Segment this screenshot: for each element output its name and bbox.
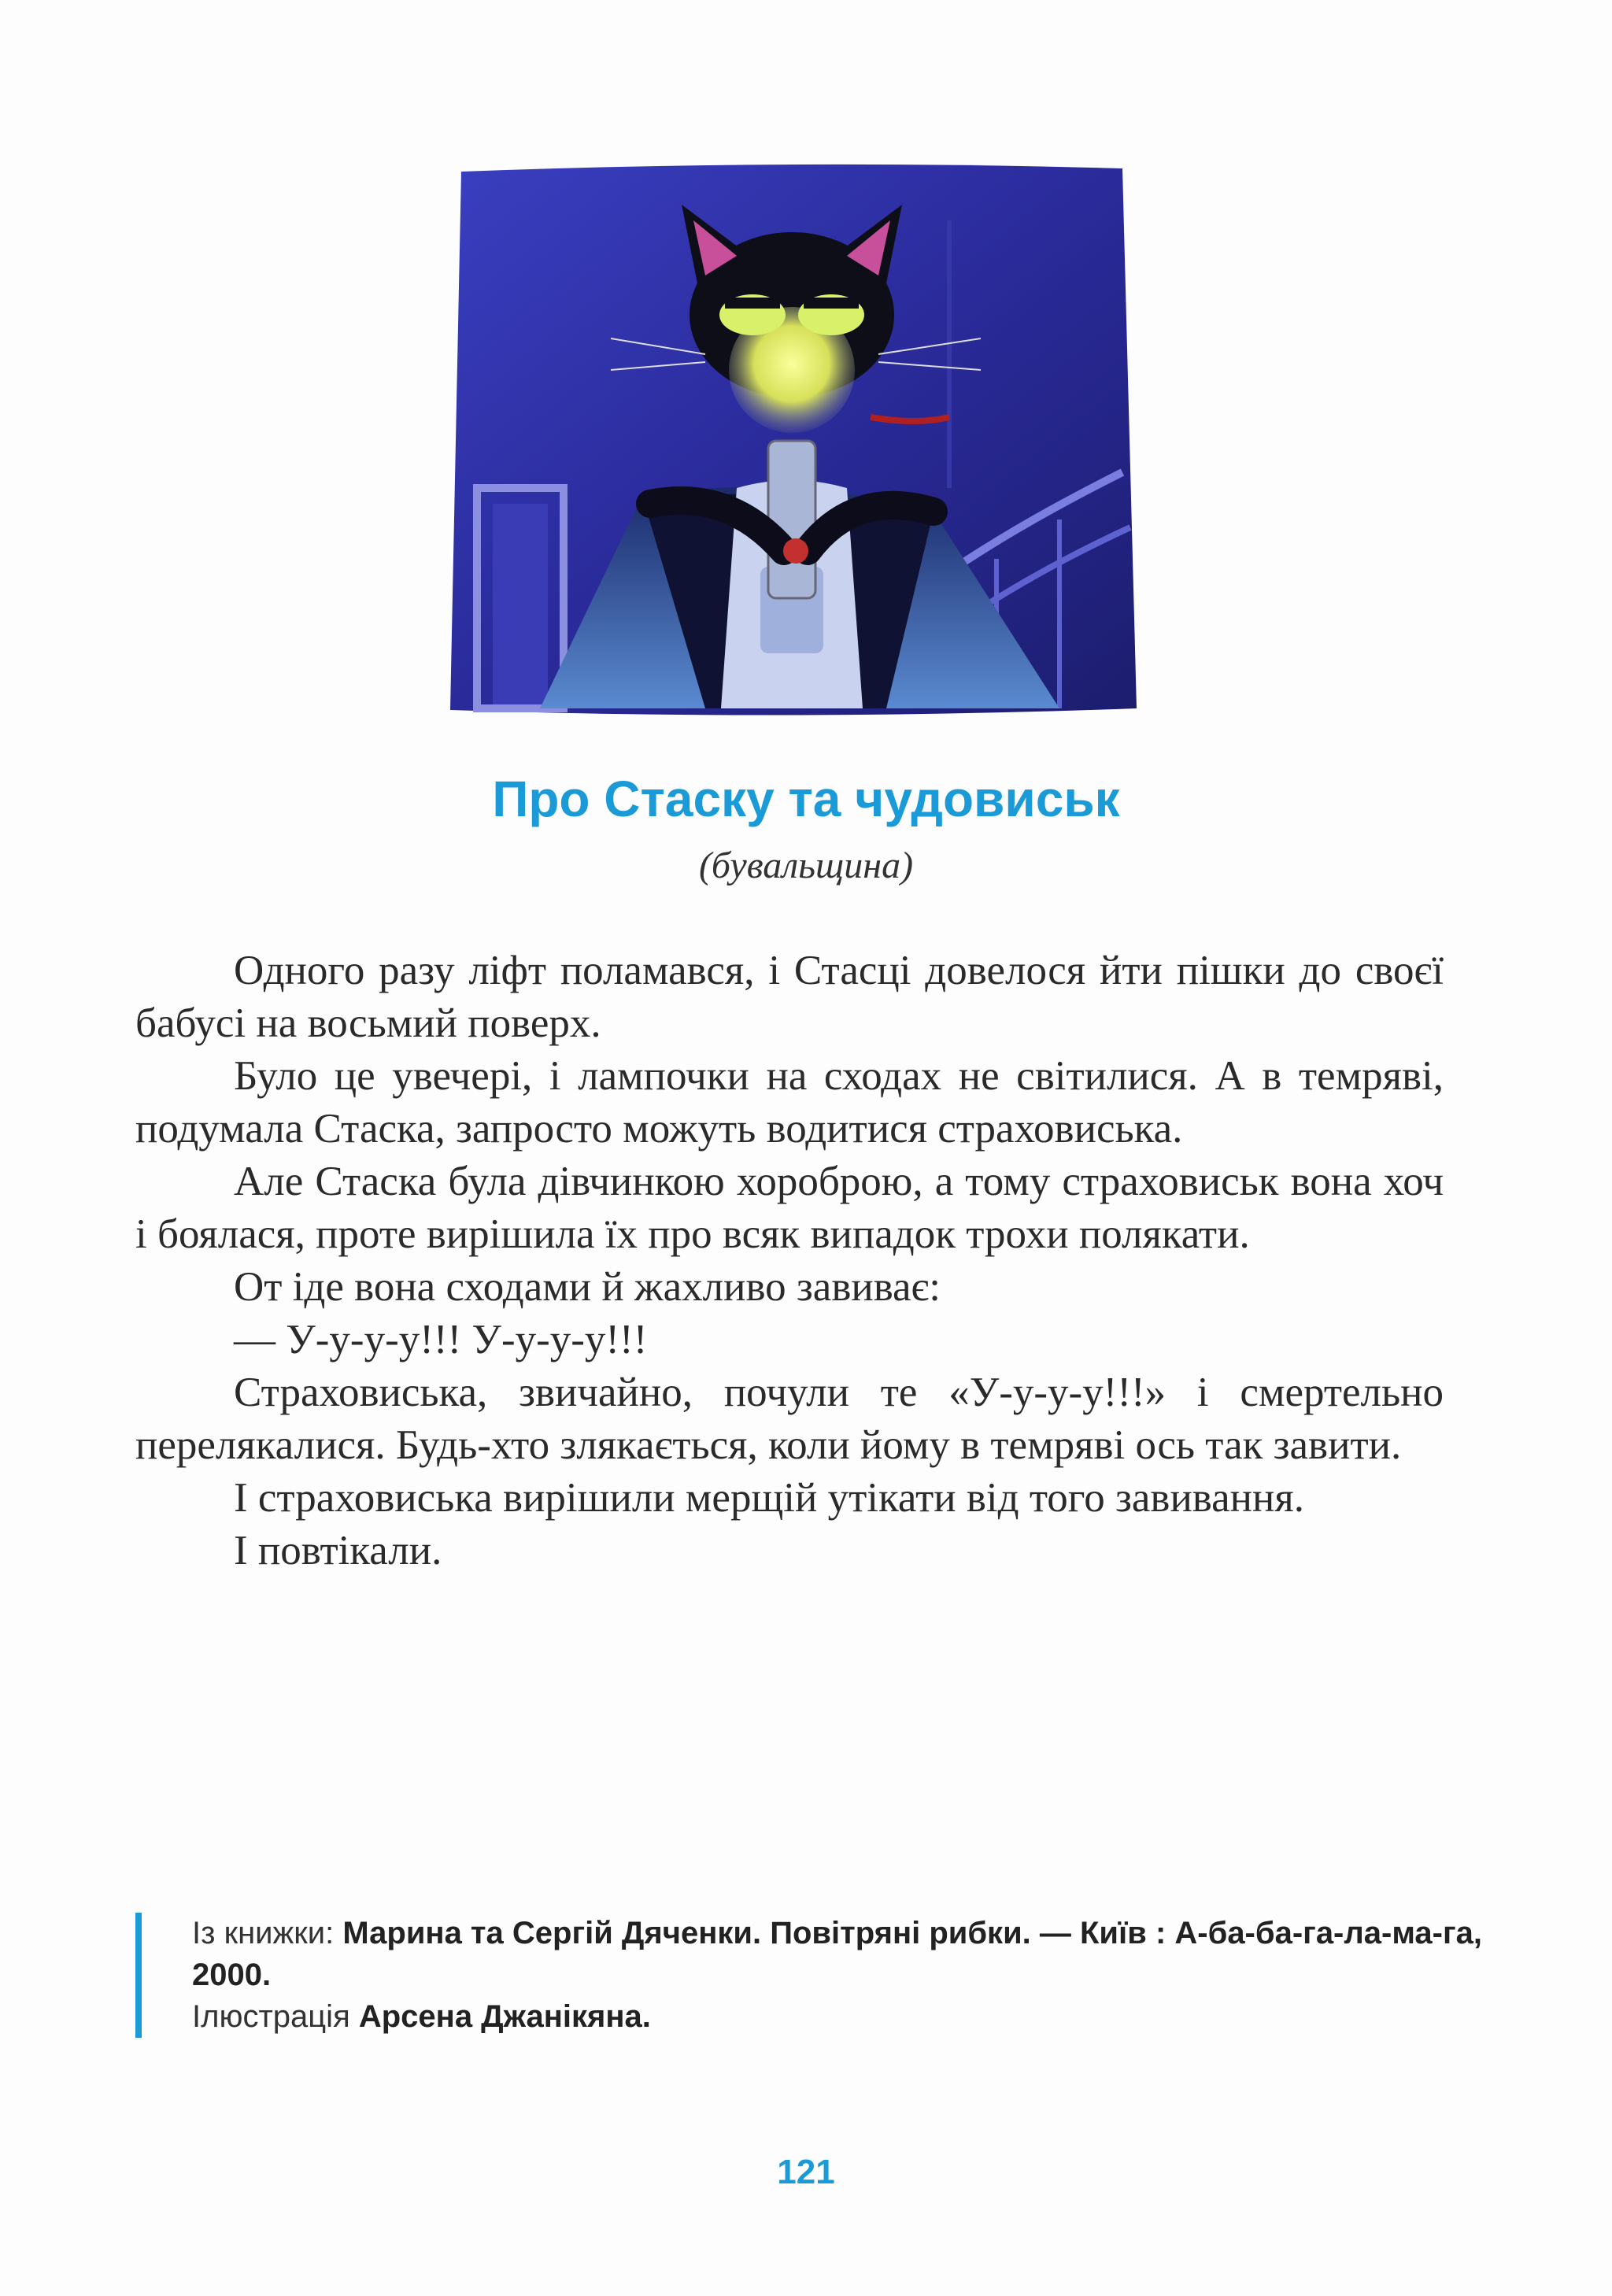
story-title: Про Стаску та чудовиськ <box>492 771 1120 827</box>
story-paragraph: От іде вона сходами й жахливо завиває: <box>234 1264 941 1310</box>
source-book-prefix: Із книжки: <box>192 1916 343 1950</box>
cat-illustration <box>446 157 1141 721</box>
page-number: 121 <box>777 2153 835 2191</box>
story-paragraph: Було це увечері, і лампочки на сходах не світилися. А в темряві, подумала Стаска, запросто можуть водитися страховиська. <box>135 1053 1444 1152</box>
story-paragraph: Страховиська, звичайно, почули те «У-у-у-у!!!» і смертельно перелякалися. Будь-хто злякається, коли йому в темряві ось так завити. <box>135 1370 1444 1468</box>
story-paragraph: І повтікали. <box>234 1528 442 1573</box>
source-book: Марина та Сергій Дяченки. Повітряні рибки. — Київ : А-ба-ба-га-ла-ма-га, 2000. <box>192 1916 1483 1992</box>
story-text <box>135 945 1444 1577</box>
source-illustration-line <box>192 1996 1499 2038</box>
story-genre: (бувальщина) <box>698 845 914 886</box>
story-paragraph: Але Стаска була дівчинкою хороброю, а тому страховиськ вона хоч і боялася, проте вирішила їх про всяк випадок трохи полякати. <box>135 1159 1444 1257</box>
source-illustrator: Арсена Джанікяна. <box>358 1999 651 2034</box>
story-paragraph: І страховиська вирішили мерщій утікати від того завивання. <box>234 1475 1305 1521</box>
source-book-line <box>192 1913 1499 1996</box>
story-paragraph: Одного разу ліфт поламався, і Стасці довелося йти пішки до своєї бабусі на восьмий поверх. <box>135 948 1444 1046</box>
source-citation <box>135 1913 1499 2038</box>
story-paragraph: — У-у-у-у!!! У-у-у-у!!! <box>234 1317 648 1362</box>
source-illustration-prefix: Ілюстрація <box>192 1999 359 2034</box>
